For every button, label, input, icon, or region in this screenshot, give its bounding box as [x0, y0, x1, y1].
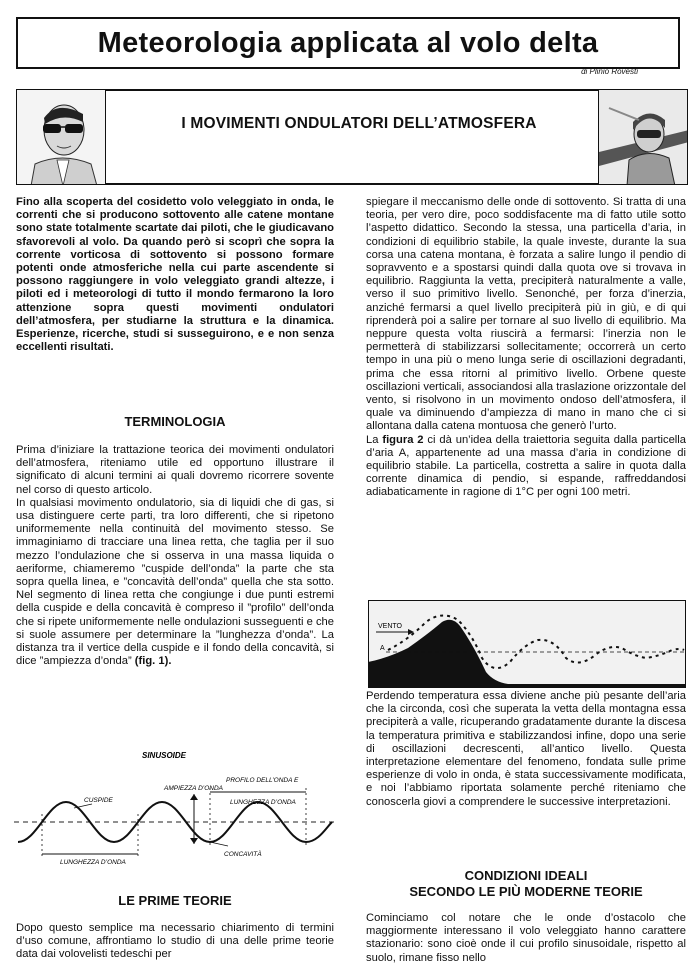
terminologia-para-2: [16, 497, 334, 669]
right-para-2-prefix: La: [366, 433, 379, 446]
fig2-reference: figura 2: [382, 433, 424, 446]
title-box: [16, 17, 680, 69]
left-column-intro: [16, 196, 334, 354]
heading-prime-teorie: LE PRIME TEORIE: [118, 893, 232, 908]
section-banner: [16, 89, 688, 185]
right-column-body: [366, 196, 686, 500]
pilot-photo: [598, 89, 688, 185]
banner-bottom-rule: [16, 183, 688, 185]
left-column-body: [16, 444, 334, 668]
banner-top-rule: [16, 89, 688, 91]
heading-terminologia: TERMINOLOGIA: [124, 414, 226, 429]
figure-2-mountain-wave: [368, 600, 686, 688]
fig1-concavita-label: CONCAVITÀ: [224, 851, 262, 858]
right-para-4: Cominciamo col notare che le onde d’ostacolo che maggiormente interessano il volo veleggiato hanno carattere stazionario: sono cioè onde il cui profilo sinusoidale, rispetto al suolo, rimane fisso nello: [366, 912, 686, 964]
prime-teorie-para: Dopo questo semplice ma necessario chiarimento di termini d’uso comune, affrontiamo lo studio di una delle prime teorie data dai volovelisti tedeschi per: [16, 922, 334, 961]
fig1-cuspide-label: CUSPIDE: [84, 797, 113, 804]
figure-1-sinusoid: [14, 744, 336, 866]
terminologia-para-2-text: In qualsiasi movimento ondulatorio, sia di liquidi che di gas, si usa distinguere certe parti, tra loro differenti, che si ripetono uniformemente nella continuità del movimento stesso. Se immaginiamo di tracciare una linea retta, che taglia per il suo mezzo l’ondulazione che si osserva in una massa liquida o aeriforme, chiameremo ”cuspide dell’onda” la parte che sta sopra quella linea, e ”concavità dell’onda” quella che sta sotto. Nel segmento di linea retta che congiunge i due punti estremi della cuspide e della concavità è compreso il ”profilo” dell’onda che si ripete uniformemente nelle ondulazioni susseguenti e che si suole assumere per determinare la ”lunghezza d’onda”. La distanza tra il vertice della cuspide e il fondo della concavità, si dice ”ampiezza d’onda”: [16, 496, 334, 668]
fig1-ampiezza-label: AMPIEZZA D’ONDA: [164, 785, 223, 792]
right-column-lower: [366, 690, 686, 809]
section-title: I MOVIMENTI ONDULATORI DELL’ATMOSFERA: [181, 115, 537, 132]
right-para-1: spiegare il meccanismo delle onde di sottovento. Si tratta di una teoria, per vero dire, poco soddisfacente ma di fatto utile sotto l’aspetto didattico. Secondo la stessa, una particella d’aria, in condizioni di equilibrio stabile, la quale investe, durante la sua corsa una catena montana, è forzata a salire lungo il pendio di sopravvento e a spostarsi quindi dalla quota ove si trovava in equilibrio. Raggiunta la vetta, precipiterà naturalmente a valle, verso il suo primitivo livello. Senonché, per forza d’inerzia, anziché fermarsi a quel livello precipiterà più in giù, e di qui riprenderà poi a salire per tornare al suo livello di equilibrio. Ma neppure questa volta riuscirà a fermarsi: l’inerzia non le permetterà di stabilizzarsi sollecitamente; occorrerà un certo tempo in una più o meno lunga serie di oscillazioni degradanti, prima che essa ritorni al primitivo livello. Orbene queste oscillazioni verticali, associandosi alla traslazione orizzontale del vento, si risolvono in un movimento ondoso dell’atmosfera, il quale va diminuendo d’ampiezza di mano in mano che ci si allontana dalla catena montuosa che generò l’urto.: [366, 196, 686, 433]
right-para-3: Perdendo temperatura essa diviene anche più pesante dell’aria che la circonda, così che superata la vetta della montagna essa precipiterà a valle, ricuperando gradatamente durante la discesa la temperatura primitiva e stabilizzandosi infine, dopo una serie di oscillazioni decrescenti, all’antico livello. Questa interpretazione elementare del fenomeno, fondata sulle prime esperienze di volo in onda, è stata successivamente modificata, e noi l’abbiamo riportata solamente perché riteniamo che conoscerla giovi a comprendere le successive interpretazioni.: [366, 690, 686, 808]
fig1-title: SINUSOIDE: [142, 751, 187, 760]
author-photo: [16, 89, 106, 185]
fig2-point-a-label: A: [380, 645, 385, 652]
fig1-profilo-label: PROFILO DELL’ONDA E: [226, 777, 299, 784]
right-column-tail: [366, 912, 686, 965]
byline: di Plinio Rovesti: [581, 67, 638, 76]
fig1-lunghezza-right-label: LUNGHEZZA D’ONDA: [230, 799, 296, 806]
fig2-vento-label: VENTO: [378, 623, 402, 630]
left-column-tail: [16, 922, 334, 962]
heading-condizioni-line-1: CONDIZIONI IDEALI: [464, 868, 588, 883]
article-title: Meteorologia applicata al volo delta: [97, 27, 599, 59]
fig1-reference: (fig. 1).: [134, 655, 172, 668]
terminologia-para-1: Prima d’iniziare la trattazione teorica dei movimenti ondulatori dell’atmosfera, riteniamo utile ed opportuno illustrare il significato di alcuni termini ai quali dovremo ricorrere sovente nel corso di questo articolo.: [16, 444, 334, 496]
heading-condizioni-line-2: SECONDO LE PIÙ MODERNE TEORIE: [409, 884, 643, 899]
heading-condizioni: [366, 868, 686, 900]
fig1-lunghezza-left-label: LUNGHEZZA D’ONDA: [60, 859, 126, 866]
right-para-2-text: ci dà un’idea della traiettoria seguita dalla particella d’aria A, appartenente ad una massa d’aria in condizione di equilibrio stabile. La particella, costretta a salire in quota dalla corrente dinamica di pendio, si espande, raffreddandosi adiabaticamente in ragione di 1°C per ogni 100 metri.: [366, 433, 686, 499]
intro-paragraph: Fino alla scoperta del cosidetto volo veleggiato in onda, le correnti che si producono sottovento alle catene montane sono state totalmente scartate dai piloti, che le giudicavano sfavorevoli al volo. Da quando però si scoprì che sopra la corrente vorticosa di sottovento si possono formare potenti onde atmosferiche nella cui parte ascendente si possono raggiungere in volo veleggiato grandi altezze, i piloti ed i meteorologi di tutto il mondo fermarono la loro attenzione sopra questi movimenti ondulatori dell’atmosfera, per studiarne la struttura e la dinamica. Esperienze, ricerche, studi si susseguirono, e e non senza eccellenti risultati.: [16, 196, 334, 354]
right-para-2: [366, 434, 686, 500]
